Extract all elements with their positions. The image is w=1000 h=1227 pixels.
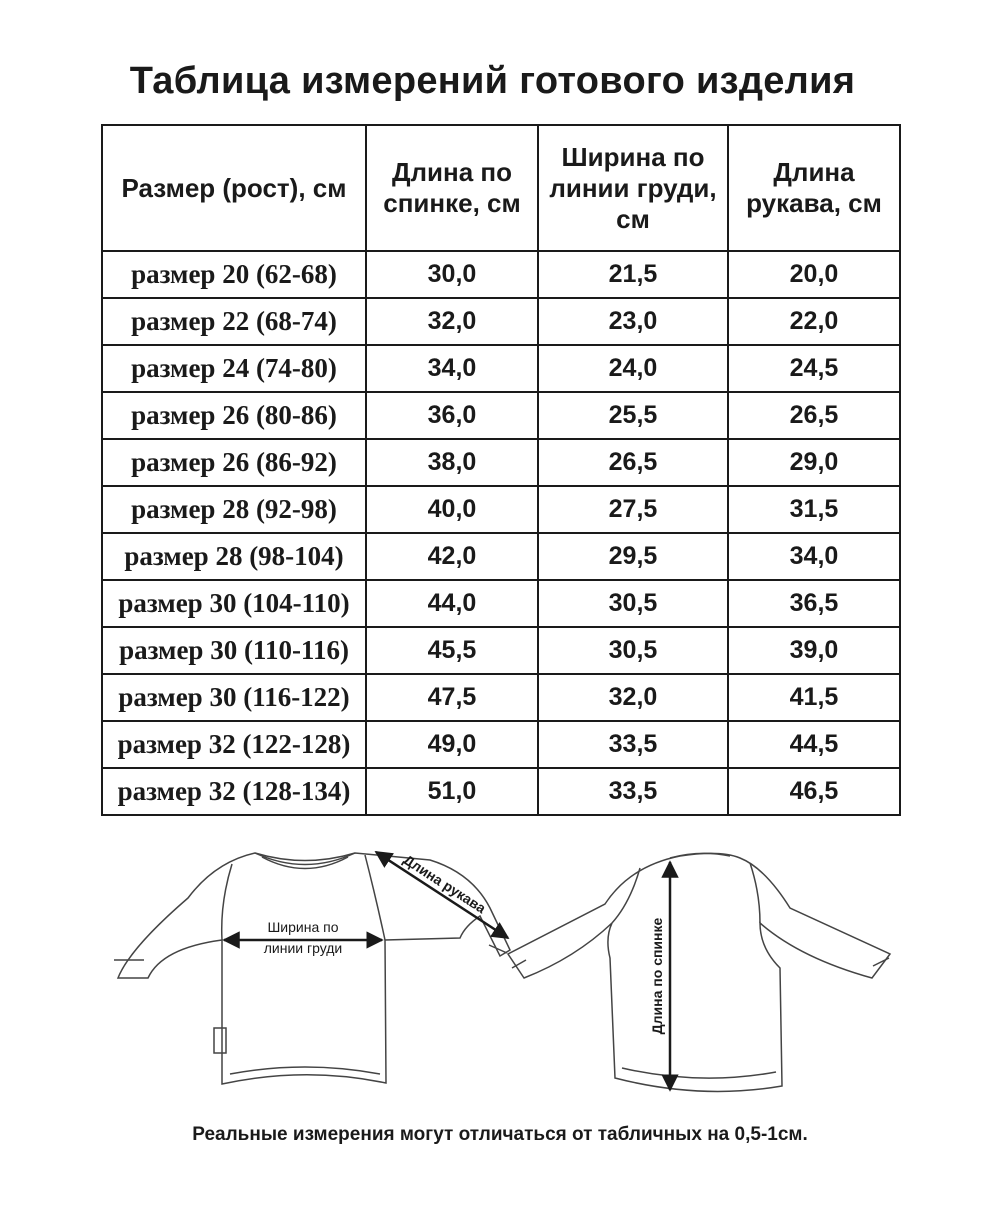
- sleeve-length-cell: 39,0: [728, 627, 900, 674]
- size-cell: размер 32 (122-128): [102, 721, 366, 768]
- chest-width-cell: 21,5: [538, 251, 728, 298]
- sleeve-length-cell: 41,5: [728, 674, 900, 721]
- table-row: [102, 721, 900, 768]
- back-length-cell: 47,5: [366, 674, 538, 721]
- back-length-cell: 34,0: [366, 345, 538, 392]
- sleeve-length-cell: 34,0: [728, 533, 900, 580]
- size-cell: размер 22 (68-74): [102, 298, 366, 345]
- chest-width-cell: 30,5: [538, 580, 728, 627]
- chest-width-cell: 24,0: [538, 345, 728, 392]
- chest-width-measure: [224, 919, 382, 956]
- size-cell: размер 26 (86-92): [102, 439, 366, 486]
- page-title: Таблица измерений готового изделия: [129, 60, 856, 102]
- chest-width-cell: 25,5: [538, 392, 728, 439]
- back-length-cell: 36,0: [366, 392, 538, 439]
- header-sleeve-length: Длина рукава, см: [728, 125, 900, 251]
- footer-note: Реальные измерения могут отличаться от табличных на 0,5-1см.: [192, 1124, 808, 1145]
- back-length-cell: 51,0: [366, 768, 538, 815]
- table-row: [102, 533, 900, 580]
- back-length-cell: 40,0: [366, 486, 538, 533]
- back-length-cell: 30,0: [366, 251, 538, 298]
- table-row: [102, 768, 900, 815]
- table-row: [102, 439, 900, 486]
- back-length-cell: 45,5: [366, 627, 538, 674]
- back-length-cell: 42,0: [366, 533, 538, 580]
- table-row: [102, 251, 900, 298]
- back-length-label: Длина по спинке: [649, 917, 665, 1035]
- chest-label-line2: линии груди: [263, 940, 343, 956]
- chest-width-cell: 29,5: [538, 533, 728, 580]
- sleeve-length-cell: 31,5: [728, 486, 900, 533]
- size-cell: размер 28 (98-104): [102, 533, 366, 580]
- size-cell: размер 28 (92-98): [102, 486, 366, 533]
- back-shirt-drawing: [508, 853, 890, 1091]
- back-length-cell: 38,0: [366, 439, 538, 486]
- table-row: [102, 392, 900, 439]
- size-cell: размер 26 (80-86): [102, 392, 366, 439]
- sleeve-length-cell: 24,5: [728, 345, 900, 392]
- back-length-cell: 49,0: [366, 721, 538, 768]
- table-body: [102, 251, 900, 815]
- chest-width-cell: 30,5: [538, 627, 728, 674]
- header-size: Размер (рост), см: [102, 125, 366, 251]
- table-row: [102, 674, 900, 721]
- back-length-measure: [649, 862, 670, 1090]
- chest-width-cell: 23,0: [538, 298, 728, 345]
- back-length-cell: 44,0: [366, 580, 538, 627]
- size-cell: размер 30 (116-122): [102, 674, 366, 721]
- size-cell: размер 32 (128-134): [102, 768, 366, 815]
- size-cell: размер 30 (104-110): [102, 580, 366, 627]
- chest-width-cell: 26,5: [538, 439, 728, 486]
- chest-width-cell: 27,5: [538, 486, 728, 533]
- sleeve-length-cell: 36,5: [728, 580, 900, 627]
- size-cell: размер 20 (62-68): [102, 251, 366, 298]
- sleeve-length-cell: 29,0: [728, 439, 900, 486]
- sleeve-length-cell: 46,5: [728, 768, 900, 815]
- chest-width-cell: 32,0: [538, 674, 728, 721]
- sleeve-length-cell: 26,5: [728, 392, 900, 439]
- sleeve-label: Длина рукава: [400, 851, 489, 917]
- chest-width-cell: 33,5: [538, 721, 728, 768]
- sleeve-length-cell: 20,0: [728, 251, 900, 298]
- sleeve-length-cell: 22,0: [728, 298, 900, 345]
- table-row: [102, 345, 900, 392]
- back-length-cell: 32,0: [366, 298, 538, 345]
- table-row: [102, 298, 900, 345]
- table-row: [102, 627, 900, 674]
- size-cell: размер 30 (110-116): [102, 627, 366, 674]
- table-header-row: [102, 125, 900, 251]
- header-back-length: Длина по спинке, см: [366, 125, 538, 251]
- chest-label-line1: Ширина по: [267, 919, 339, 935]
- header-chest-width: Ширина по линии груди, см: [538, 125, 728, 251]
- sleeve-length-cell: 44,5: [728, 721, 900, 768]
- chest-width-cell: 33,5: [538, 768, 728, 815]
- size-cell: размер 24 (74-80): [102, 345, 366, 392]
- table-row: [102, 580, 900, 627]
- table-row: [102, 486, 900, 533]
- garment-illustration: [100, 828, 900, 1118]
- size-table: [101, 124, 901, 816]
